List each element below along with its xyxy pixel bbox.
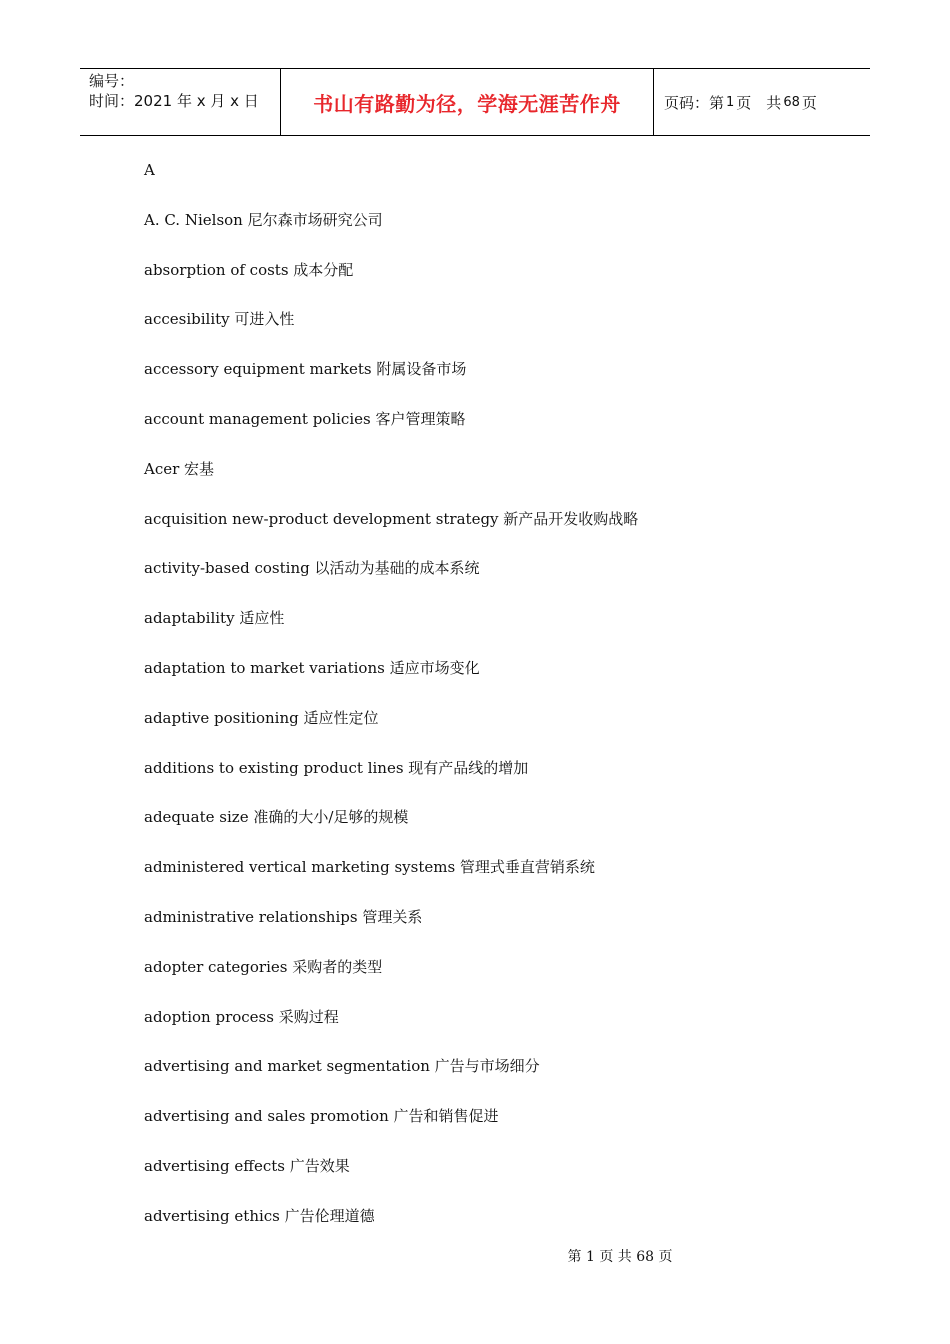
footer-current: 1	[585, 1249, 595, 1265]
glossary-entry: additions to existing product lines 现有产品线的增加	[144, 758, 529, 777]
document-header	[80, 68, 870, 136]
glossary-entry: advertising effects 广告效果	[144, 1156, 350, 1175]
glossary-entry: advertising ethics 广告伦理道德	[144, 1206, 375, 1225]
footer-total: 68	[636, 1249, 655, 1265]
glossary-entry: adaptive positioning 适应性定位	[144, 708, 379, 727]
header-motto-cell	[281, 69, 654, 135]
footer-mid2: 共	[617, 1249, 632, 1265]
glossary-list	[144, 159, 844, 1255]
glossary-entry: Acer 宏基	[144, 459, 215, 478]
glossary-entry: accesibility 可进入性	[144, 310, 295, 329]
glossary-entry: advertising and sales promotion 广告和销售促进	[144, 1107, 499, 1126]
header-page-info	[654, 69, 870, 135]
motto: 书山有路勤为径，学海无涯苦作舟	[313, 91, 621, 116]
glossary-entry: account management policies 客户管理策略	[144, 409, 466, 428]
page-footer	[0, 1246, 950, 1266]
page-suffix: 页	[801, 93, 817, 112]
glossary-entry: A. C. Nielson 尼尔森市场研究公司	[144, 210, 383, 229]
header-meta	[80, 69, 281, 135]
glossary-entry: adaptation to market variations 适应市场变化	[144, 658, 480, 677]
glossary-entry: acquisition new-product development strategy 新产品开发收购战略	[144, 509, 639, 528]
glossary-entry: adequate size 准确的大小/足够的规模	[144, 808, 409, 827]
glossary-entry: activity-based costing 以活动为基础的成本系统	[144, 559, 480, 578]
glossary-entry: accessory equipment markets 附属设备市场	[144, 360, 467, 379]
glossary-entry: advertising and market segmentation 广告与市场细分	[144, 1057, 540, 1076]
footer-mid1: 页	[599, 1249, 614, 1265]
time-label: 时间：2021 年 x 月 x 日	[89, 92, 259, 110]
glossary-entry: adaptability 适应性	[144, 609, 285, 628]
page-current: 1	[726, 94, 735, 110]
glossary-entry: A	[144, 161, 155, 179]
glossary-entry: administrative relationships 管理关系	[144, 907, 423, 926]
serial-label: 编号：	[89, 72, 135, 90]
footer-suffix: 页	[658, 1249, 673, 1265]
glossary-entry: administered vertical marketing systems 管理式垂直营销系统	[144, 858, 595, 877]
page-prefix: 页码：第	[664, 93, 725, 112]
glossary-entry: absorption of costs 成本分配	[144, 260, 354, 279]
page-mid: 页 共	[736, 93, 782, 112]
glossary-entry: adopter categories 采购者的类型	[144, 957, 383, 976]
page-total: 68	[783, 94, 800, 110]
footer-prefix: 第	[567, 1249, 582, 1265]
glossary-entry: adoption process 采购过程	[144, 1007, 339, 1026]
